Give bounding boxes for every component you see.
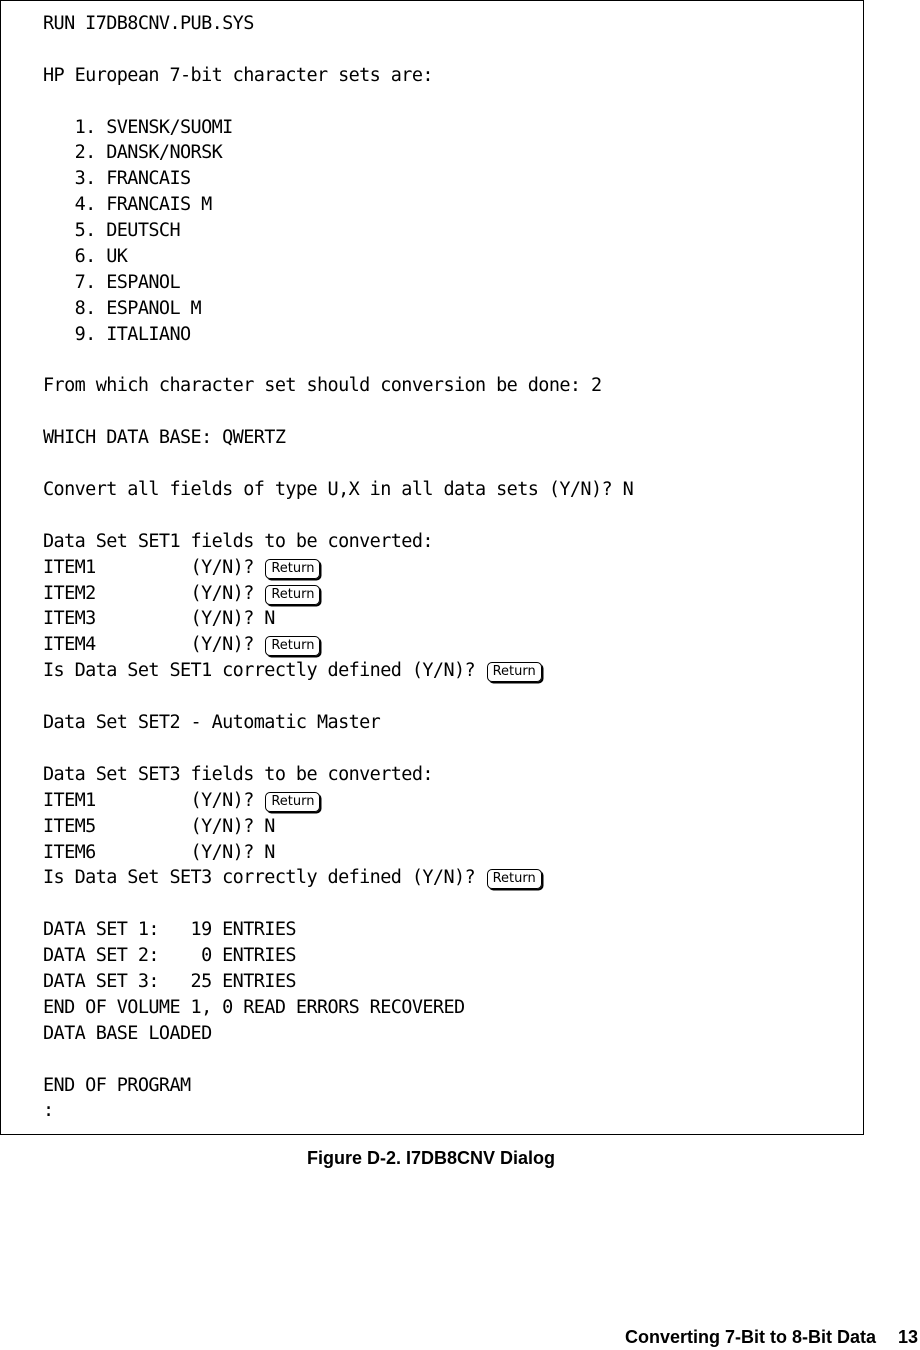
terminal-line	[43, 788, 633, 814]
terminal-line	[43, 814, 633, 840]
terminal-line-text: 9. ITALIANO	[43, 323, 191, 345]
terminal-line	[43, 192, 633, 218]
terminal-line	[43, 140, 633, 166]
terminal-line	[43, 555, 633, 581]
terminal-line	[43, 943, 633, 969]
return-key-icon: Return	[265, 636, 320, 656]
terminal-line-text: ITEM2 (Y/N)?	[43, 582, 265, 604]
terminal-line	[43, 710, 633, 736]
return-key-icon: Return	[265, 559, 320, 579]
terminal-line	[43, 218, 633, 244]
terminal-line-text: 7. ESPANOL	[43, 271, 180, 293]
terminal-line-text: 1. SVENSK/SUOMI	[43, 116, 233, 138]
terminal-line-text: 2. DANSK/NORSK	[43, 142, 223, 164]
terminal-line	[43, 503, 633, 529]
terminal-line-text: DATA SET 1: 19 ENTRIES	[43, 919, 296, 941]
terminal-line-text: DATA BASE LOADED	[43, 1022, 212, 1044]
terminal-line	[43, 63, 633, 89]
terminal-line	[43, 348, 633, 374]
terminal-line-text: 4. FRANCAIS M	[43, 194, 212, 216]
terminal-line	[43, 37, 633, 63]
terminal-line-text: From which character set should conversion be done: 2	[43, 375, 602, 397]
terminal-line	[43, 1021, 633, 1047]
terminal-line	[43, 425, 633, 451]
terminal-line	[43, 917, 633, 943]
figure-caption: Figure D-2. I7DB8CNV Dialog	[306, 1148, 556, 1168]
terminal-line	[43, 995, 633, 1021]
terminal-line	[43, 322, 633, 348]
terminal-line-text: :	[43, 1100, 54, 1122]
terminal-line	[43, 244, 633, 270]
terminal-line	[43, 969, 633, 995]
footer-title: Converting 7-Bit to 8-Bit Data	[624, 1327, 876, 1347]
terminal-line	[43, 658, 633, 684]
terminal-line	[43, 451, 633, 477]
terminal-line-text: Is Data Set SET1 correctly defined (Y/N)?	[43, 660, 486, 682]
terminal-line	[43, 684, 633, 710]
terminal-line-text: ITEM5 (Y/N)? N	[43, 815, 275, 837]
return-key-icon: Return	[487, 869, 542, 889]
terminal-line-text: ITEM6 (Y/N)? N	[43, 841, 275, 863]
terminal-line-text: HP European 7-bit character sets are:	[43, 64, 433, 86]
terminal-line-text: DATA SET 3: 25 ENTRIES	[43, 970, 296, 992]
terminal-line	[43, 762, 633, 788]
terminal-line	[43, 399, 633, 425]
terminal-line-text: Data Set SET1 fields to be converted:	[43, 530, 433, 552]
terminal-line-text: END OF VOLUME 1, 0 READ ERRORS RECOVERED	[43, 996, 465, 1018]
terminal-line-text: 3. FRANCAIS	[43, 168, 191, 190]
terminal-line-text: END OF PROGRAM	[43, 1074, 191, 1096]
terminal-line-text: 6. UK	[43, 246, 128, 268]
terminal-line	[43, 166, 633, 192]
terminal-line-text: ITEM4 (Y/N)?	[43, 634, 265, 656]
terminal-line	[43, 477, 633, 503]
terminal-transcript	[43, 11, 633, 1124]
return-key-icon: Return	[265, 585, 320, 605]
terminal-line-text: Is Data Set SET3 correctly defined (Y/N)?	[43, 867, 486, 889]
terminal-line	[43, 1047, 633, 1073]
terminal-line-text: 5. DEUTSCH	[43, 220, 180, 242]
terminal-line	[43, 736, 633, 762]
terminal-line-text: ITEM3 (Y/N)? N	[43, 608, 275, 630]
terminal-line	[43, 270, 633, 296]
return-key-icon: Return	[265, 792, 320, 812]
terminal-line	[43, 840, 633, 866]
terminal-line-text: 8. ESPANOL M	[43, 297, 202, 319]
terminal-line	[43, 115, 633, 141]
terminal-line	[43, 11, 633, 37]
terminal-line	[43, 865, 633, 891]
return-key-icon: Return	[487, 662, 542, 682]
terminal-line-text: RUN I7DB8CNV.PUB.SYS	[43, 13, 254, 34]
terminal-line	[43, 373, 633, 399]
terminal-line	[43, 296, 633, 322]
terminal-line-text: WHICH DATA BASE: QWERTZ	[43, 427, 286, 449]
terminal-line	[43, 606, 633, 632]
terminal-line-text: Data Set SET3 fields to be converted:	[43, 763, 433, 785]
terminal-line	[43, 529, 633, 555]
terminal-line-text: DATA SET 2: 0 ENTRIES	[43, 945, 296, 967]
terminal-line-text: Convert all fields of type U,X in all data sets (Y/N)? N	[43, 479, 634, 501]
terminal-line	[43, 632, 633, 658]
terminal-line	[43, 1073, 633, 1099]
terminal-line	[43, 891, 633, 917]
terminal-line	[43, 89, 633, 115]
terminal-line	[43, 1098, 633, 1124]
page-footer	[625, 1327, 918, 1348]
terminal-line-text: ITEM1 (Y/N)?	[43, 789, 265, 811]
page-number: 13	[897, 1327, 918, 1347]
terminal-line	[43, 581, 633, 607]
terminal-line-text: ITEM1 (Y/N)?	[43, 556, 265, 578]
terminal-line-text: Data Set SET2 - Automatic Master	[43, 712, 381, 734]
